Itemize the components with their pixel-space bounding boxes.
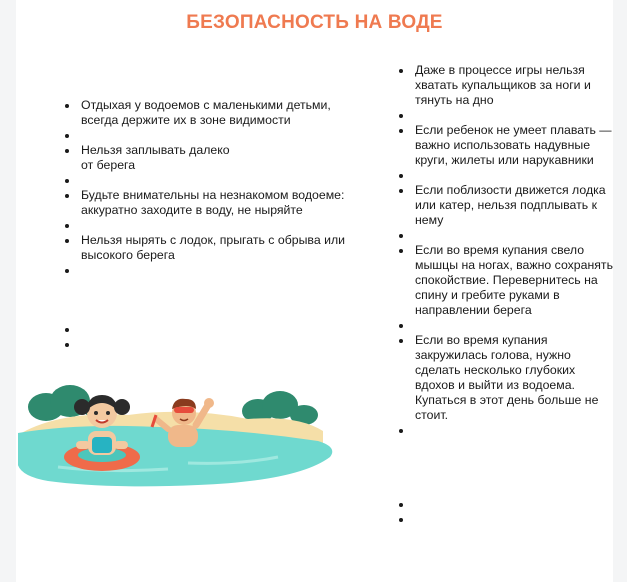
empty-list-item	[79, 128, 369, 143]
empty-list-item	[79, 322, 369, 337]
right-tips-list	[397, 63, 613, 527]
list-item: • Если поблизости движется лодка или катер, нельзя подплывать к нему	[413, 183, 613, 228]
list-item: • Если во время купания закружилась голова, нужно сделать несколько глубоких вдохов и выйти из водоема. Купаться в этот день больше не стоит.	[413, 333, 613, 423]
page-margin-right	[613, 0, 627, 582]
list-item: • Отдыхая у водоемов с маленькими детьми, всегда держите их в зоне видимости	[79, 98, 369, 128]
page-title: БЕЗОПАСНОСТЬ НА ВОДЕ	[186, 12, 443, 33]
empty-list-item	[413, 512, 613, 527]
list-item: • Нельзя нырять с лодок, прыгать с обрыва или высокого берега	[79, 233, 369, 263]
list-item: • Если во время купания свело мышцы на ногах, важно сохранять спокойствие. Перевернитесь на спину и гребите руками в направлении берега	[413, 243, 613, 318]
empty-list-item	[79, 218, 369, 233]
empty-list-item	[79, 337, 369, 352]
list-item: • Даже в процессе игры нельзя хватать купальщиков за ноги и тянуть на дно	[413, 63, 613, 108]
left-tips-list	[63, 98, 369, 352]
empty-list-item	[413, 423, 613, 497]
empty-list-item	[79, 173, 369, 188]
kids-swimming-illustration	[18, 385, 338, 495]
empty-list-item	[413, 108, 613, 123]
list-item: • Если ребенок не умеет плавать — важно использовать надувные круги, жилеты или нарукавники	[413, 123, 613, 168]
empty-list-item	[413, 497, 613, 512]
page-margin-left	[0, 0, 16, 582]
empty-list-item	[413, 318, 613, 333]
empty-list-item	[79, 263, 369, 322]
list-item: • Нельзя заплывать далеко от берега	[79, 143, 369, 173]
empty-list-item	[413, 228, 613, 243]
list-item: • Будьте внимательны на незнакомом водоеме: аккуратно заходите в воду, не ныряйте	[79, 188, 369, 218]
empty-list-item	[413, 168, 613, 183]
